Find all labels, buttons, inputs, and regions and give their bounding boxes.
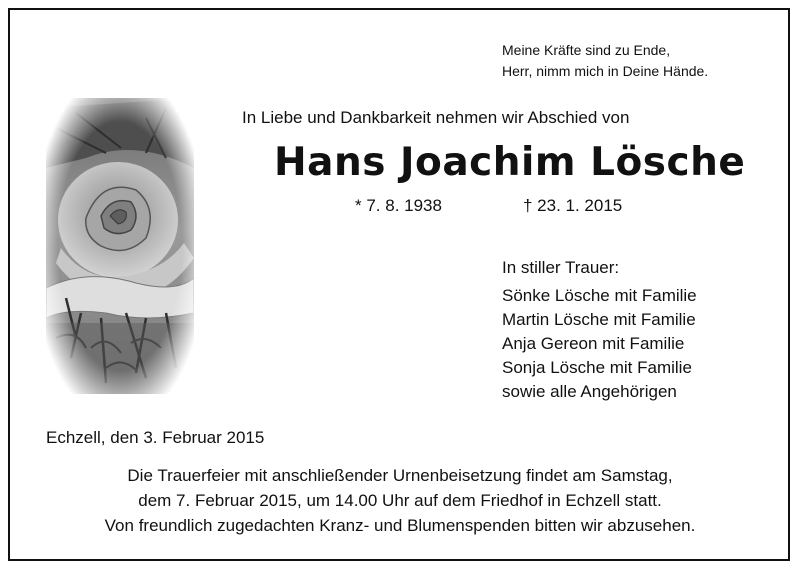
notes-line-1: Die Trauerfeier mit anschließender Urnenbeisetzung findet am Samstag, <box>127 466 673 485</box>
mourners-list <box>502 284 697 404</box>
intro-text: In Liebe und Dankbarkeit nehmen wir Abschied von <box>242 108 630 127</box>
motto-line-2: Herr, nimm mich in Deine Hände. <box>502 63 709 79</box>
death-date: † 23. 1. 2015 <box>523 196 623 215</box>
rose-photo <box>46 98 194 394</box>
motto-verse <box>502 40 708 82</box>
deceased-name: Hans Joachim Lösche <box>274 140 746 185</box>
mourner-item: Anja Gereon mit Familie <box>502 334 685 353</box>
notes-line-3: Von freundlich zugedachten Kranz- und Blumenspenden bitten wir abzusehen. <box>104 516 696 535</box>
funeral-notes <box>60 463 740 538</box>
place-and-date: Echzell, den 3. Februar 2015 <box>46 428 265 447</box>
mourner-item: Sonja Lösche mit Familie <box>502 358 692 377</box>
notes-line-2: dem 7. Februar 2015, um 14.00 Uhr auf dem Friedhof in Echzell statt. <box>138 491 662 510</box>
motto-line-1: Meine Kräfte sind zu Ende, <box>502 42 671 58</box>
mourner-item: sowie alle Angehörigen <box>502 382 677 401</box>
mourner-item: Sönke Lösche mit Familie <box>502 286 697 305</box>
mourner-item: Martin Lösche mit Familie <box>502 310 696 329</box>
birth-date: * 7. 8. 1938 <box>355 196 442 215</box>
mourning-heading: In stiller Trauer: <box>502 258 620 277</box>
